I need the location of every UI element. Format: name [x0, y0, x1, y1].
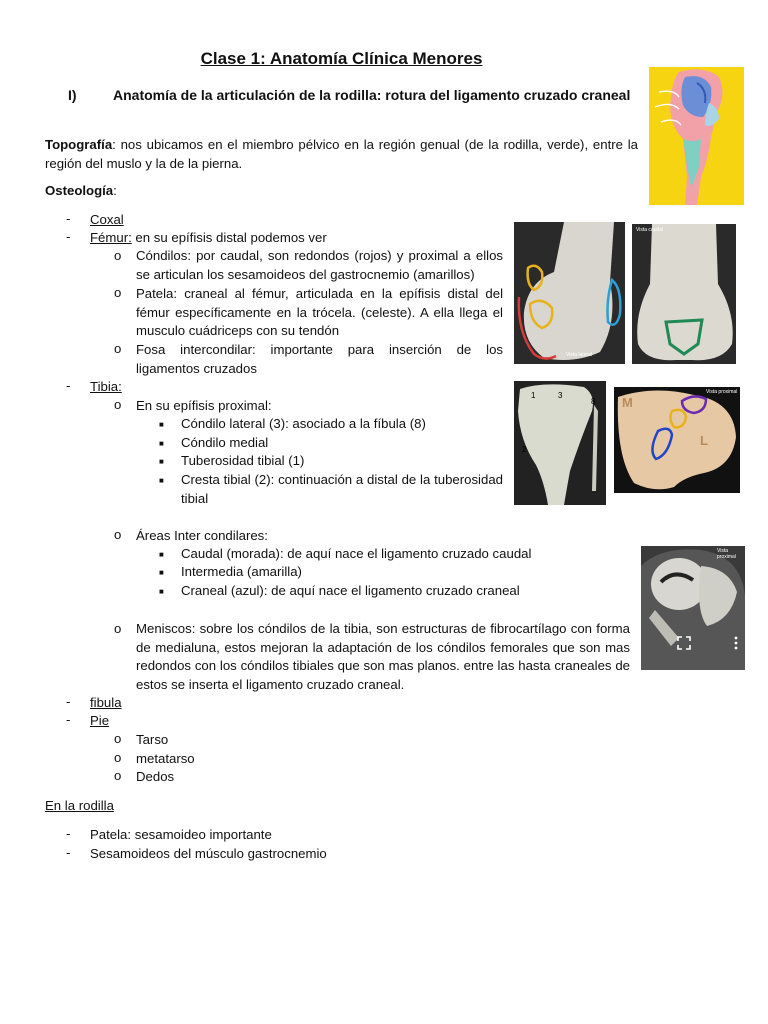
limb-region-figure	[649, 67, 744, 205]
square-bullet: ■	[159, 587, 164, 596]
topografia-label: Topografía	[45, 137, 113, 152]
femur-label: Fémur:	[90, 230, 132, 245]
fibula-item: fibula	[90, 695, 122, 710]
circle-bullet: o	[114, 285, 122, 300]
square-bullet: ■	[159, 420, 164, 429]
areas-label: Áreas Inter condilares:	[136, 528, 268, 543]
area-intermedia: Intermedia (amarilla)	[181, 564, 302, 579]
tibia-item-tuberosidad: Tuberosidad tibial (1)	[181, 453, 305, 468]
tibia-item-condilo-medial: Cóndilo medial	[181, 435, 269, 450]
femur-item-condilos: Cóndilos: por caudal, son redondos (rojos) y proximal a ellos se articulan los sesamoideos del gastrocnemio (amarillos)	[136, 248, 503, 282]
femur-text: en su epífisis distal podemos ver	[131, 230, 327, 245]
document-title: Clase 1: Anatomía Clínica Menores	[200, 49, 483, 68]
dash-bullet: -	[66, 826, 71, 841]
square-bullet: ■	[159, 439, 164, 448]
tibia-label: Tibia:	[90, 379, 122, 394]
square-bullet: ■	[159, 550, 164, 559]
circle-bullet: o	[114, 248, 122, 263]
osteologia-colon: :	[113, 183, 117, 198]
figure-number: 1	[531, 391, 536, 400]
osteologia-heading	[45, 182, 117, 200]
circle-bullet: o	[114, 731, 122, 746]
circle-bullet: o	[114, 397, 122, 412]
dash-bullet: -	[66, 845, 71, 860]
circle-bullet: o	[114, 750, 122, 765]
section-heading: Anatomía de la articulación de la rodilla: rotura del ligamento cruzado craneal	[113, 87, 631, 103]
figure-caption: Vista lateral	[566, 352, 593, 358]
figure-letter-l: L	[700, 433, 708, 448]
osteologia-label: Osteología	[45, 183, 114, 198]
section-number: I)	[68, 87, 77, 103]
tibia-photo	[514, 381, 606, 505]
tibia-item-cresta: Cresta tibial (2): continuación a distal de la tuberosidad tibial	[181, 472, 503, 506]
femur-item-fosa: Fosa intercondilar: importante para inserción de los ligamentos cruzados	[136, 342, 503, 376]
area-craneal: Craneal (azul): de aquí nace el ligamento cruzado craneal	[181, 583, 520, 598]
pie-metatarso: metatarso	[136, 751, 195, 766]
femur-item	[90, 229, 327, 247]
figure-number: 8	[591, 397, 596, 406]
circle-bullet: o	[114, 768, 122, 783]
dash-bullet: -	[66, 694, 71, 709]
dash-bullet: -	[66, 211, 71, 226]
femur-caudal-photo	[632, 224, 736, 364]
coxal-item: Coxal	[90, 212, 124, 227]
figure-number: 3	[558, 391, 563, 400]
square-bullet: ■	[159, 568, 164, 577]
pie-dedos: Dedos	[136, 769, 175, 784]
figure-caption: Vista proximal	[706, 389, 738, 395]
tibia-proximal-photo	[614, 387, 740, 493]
fullscreen-icon[interactable]	[677, 636, 691, 650]
topografia-paragraph	[45, 136, 638, 173]
more-options-icon[interactable]	[733, 636, 739, 650]
square-bullet: ■	[159, 457, 164, 466]
meniscos-photo	[641, 546, 745, 670]
tibia-epifisis: En su epífisis proximal:	[136, 398, 272, 413]
dash-bullet: -	[66, 229, 71, 244]
femur-item-patela: Patela: craneal al fémur, articulada en la epífisis distal del fémur específicamente en la trócela. (celeste). A ella llega el musculo cuádriceps con su tendón	[136, 286, 503, 338]
circle-bullet: o	[114, 621, 122, 636]
dash-bullet: -	[66, 712, 71, 727]
circle-bullet: o	[114, 527, 122, 542]
rodilla-sesamoideos: Sesamoideos del músculo gastrocnemio	[90, 846, 327, 861]
circle-bullet: o	[114, 341, 122, 356]
figure-caption: Vista proximal	[717, 548, 736, 560]
en-rodilla-heading: En la rodilla	[45, 798, 114, 813]
pie-item: Pie	[90, 713, 110, 728]
dash-bullet: -	[66, 378, 71, 393]
tibia-item-condilo-lateral: Cóndilo lateral (3): asociado a la fíbula (8)	[181, 416, 426, 431]
square-bullet: ■	[159, 476, 164, 485]
femur-lateral-photo	[514, 222, 625, 364]
figure-number: 2	[522, 445, 527, 454]
meniscos-paragraph: Meniscos: sobre los cóndilos de la tibia, son estructuras de fibrocartílago con forma de medialuna, estos mejoran la adaptación de los cóndilos femorales que son mas redondos con los cóndilos tibiales que son mas planos. entre las hasta craneales de estos se inserta el ligamento cruzado craneal.	[136, 621, 630, 692]
figure-letter-m: M	[622, 395, 633, 410]
rodilla-patela: Patela: sesamoideo importante	[90, 827, 272, 842]
area-caudal: Caudal (morada): de aquí nace el ligamento cruzado caudal	[181, 546, 532, 561]
topografia-text: : nos ubicamos en el miembro pélvico en la región genual (de la rodilla, verde), entre la región del muslo y la de la pierna.	[45, 137, 638, 171]
pie-tarso: Tarso	[136, 732, 169, 747]
figure-caption: Vista caudal	[636, 227, 664, 233]
